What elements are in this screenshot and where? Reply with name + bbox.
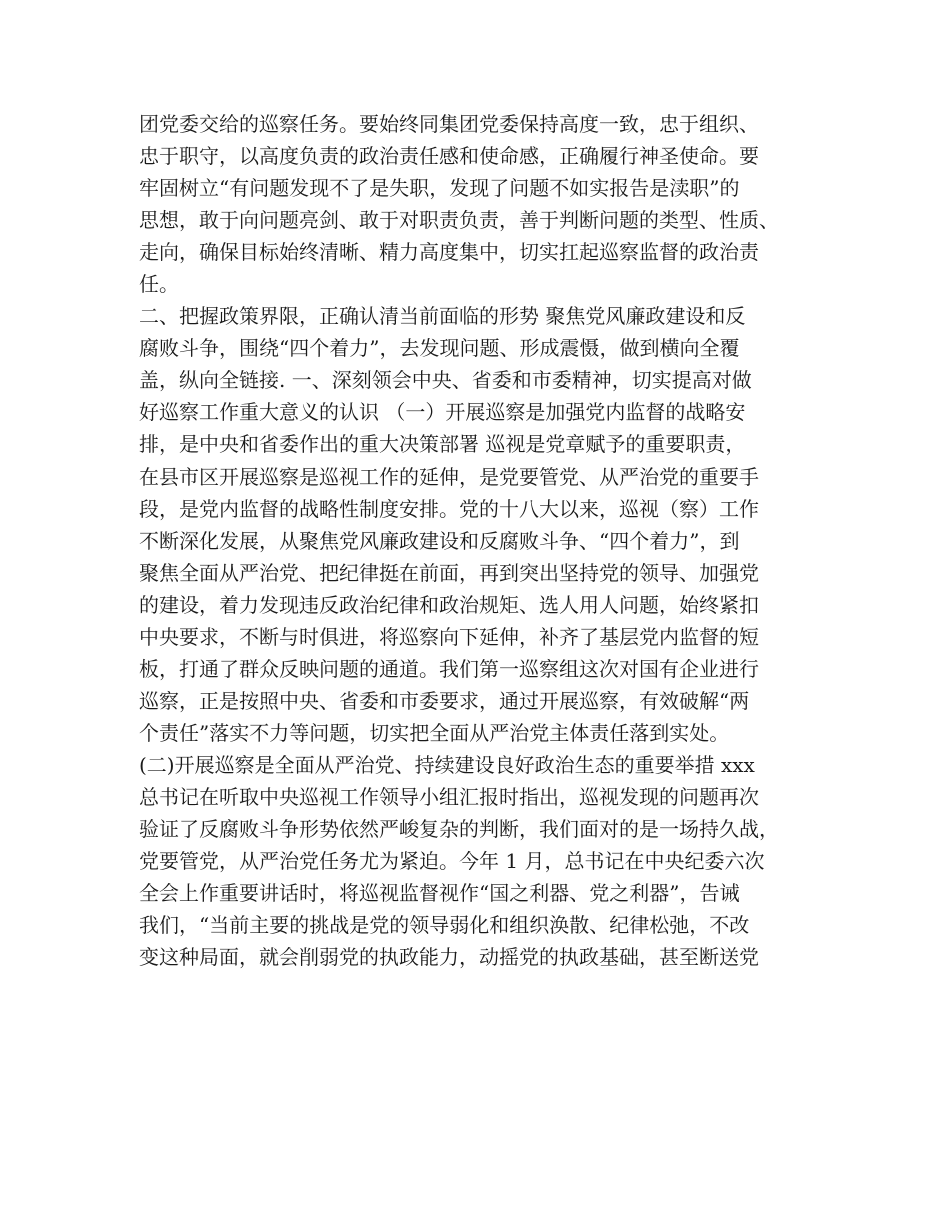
text-line: 全会上作重要讲话时，将巡视监督视作“国之利器、党之利器”，告诫 (139, 881, 740, 906)
text-line: 在县市区开展巡察是巡视工作的延伸，是党要管党、从严治党的重要手 (139, 464, 759, 489)
text-line: (二)开展巡察是全面从严治党、持续建设良好政治生态的重要举措 xxx (139, 752, 755, 777)
text-line: 板，打通了群众反映问题的通道。我们第一巡察组这次对国有企业进行 (139, 656, 759, 681)
text-line: 变这种局面，就会削弱党的执政能力，动摇党的执政基础，甚至断送党 (139, 945, 759, 970)
text-line: 思想，敢于向问题亮剑、敢于对职责负责，善于判断问题的类型、性质、 (139, 208, 779, 233)
text-line: 中央要求，不断与时俱进，将巡察向下延伸，补齐了基层党内监督的短 (139, 624, 759, 649)
text-line: 验证了反腐败斗争形势依然严峻复杂的判断，我们面对的是一场持久战， (139, 817, 779, 842)
text-line: 走向，确保目标始终清晰、精力高度集中，切实扛起巡察监督的政治责 (139, 240, 759, 265)
text-line: 的建设，着力发现违反政治纪律和政治规矩、选人用人问题，始终紧扣 (139, 592, 759, 617)
text-line: 聚焦全面从严治党、把纪律挺在前面，再到突出坚持党的领导、加强党 (139, 560, 759, 585)
text-line: 忠于职守，以高度负责的政治责任感和使命感，正确履行神圣使命。要 (139, 144, 759, 169)
text-line: 排，是中央和省委作出的重大决策部署 巡视是党章赋予的重要职责， (139, 432, 746, 457)
text-line: 牢固树立“有问题发现不了是失职，发现了问题不如实报告是渎职”的 (139, 176, 740, 201)
text-line: 段，是党内监督的战略性制度安排。党的十八大以来，巡视（察）工作 (139, 496, 759, 521)
text-line: 不断深化发展，从聚焦党风廉政建设和反腐败斗争、“四个着力”，到 (139, 528, 740, 553)
text-line: 二、把握政策界限，正确认清当前面临的形势 聚焦党风廉政建设和反 (139, 304, 746, 329)
text-line: 总书记在听取中央巡视工作领导小组汇报时指出，巡视发现的问题再次 (139, 784, 759, 809)
text-line: 我们，“当前主要的挑战是党的领导弱化和组织涣散、纪律松弛，不改 (139, 913, 750, 938)
text-line: 腐败斗争，围绕“四个着力”，去发现问题、形成震慑，做到横向全覆 (139, 336, 740, 361)
text-line: 任。 (139, 272, 179, 297)
text-line: 团党委交给的巡察任务。要始终同集团党委保持高度一致，忠于组织、 (139, 112, 759, 136)
document-body (139, 108, 829, 973)
text-line: 党要管党，从严治党任务尤为紧迫。今年 1 月，总书记在中央纪委六次 (139, 849, 765, 874)
text-line: 巡察，正是按照中央、省委和市委要求，通过开展巡察，有效破解“两 (139, 688, 750, 713)
text-line: 好巡察工作重大意义的认识 （一）开展巡察是加强党内监督的战略安 (139, 400, 746, 425)
text-line: 盖，纵向全链接. 一、深刻领会中央、省委和市委精神，切实提高对做 (139, 368, 752, 393)
text-line: 个责任”落实不力等问题，切实把全面从严治党主体责任落到实处。 (139, 720, 730, 745)
